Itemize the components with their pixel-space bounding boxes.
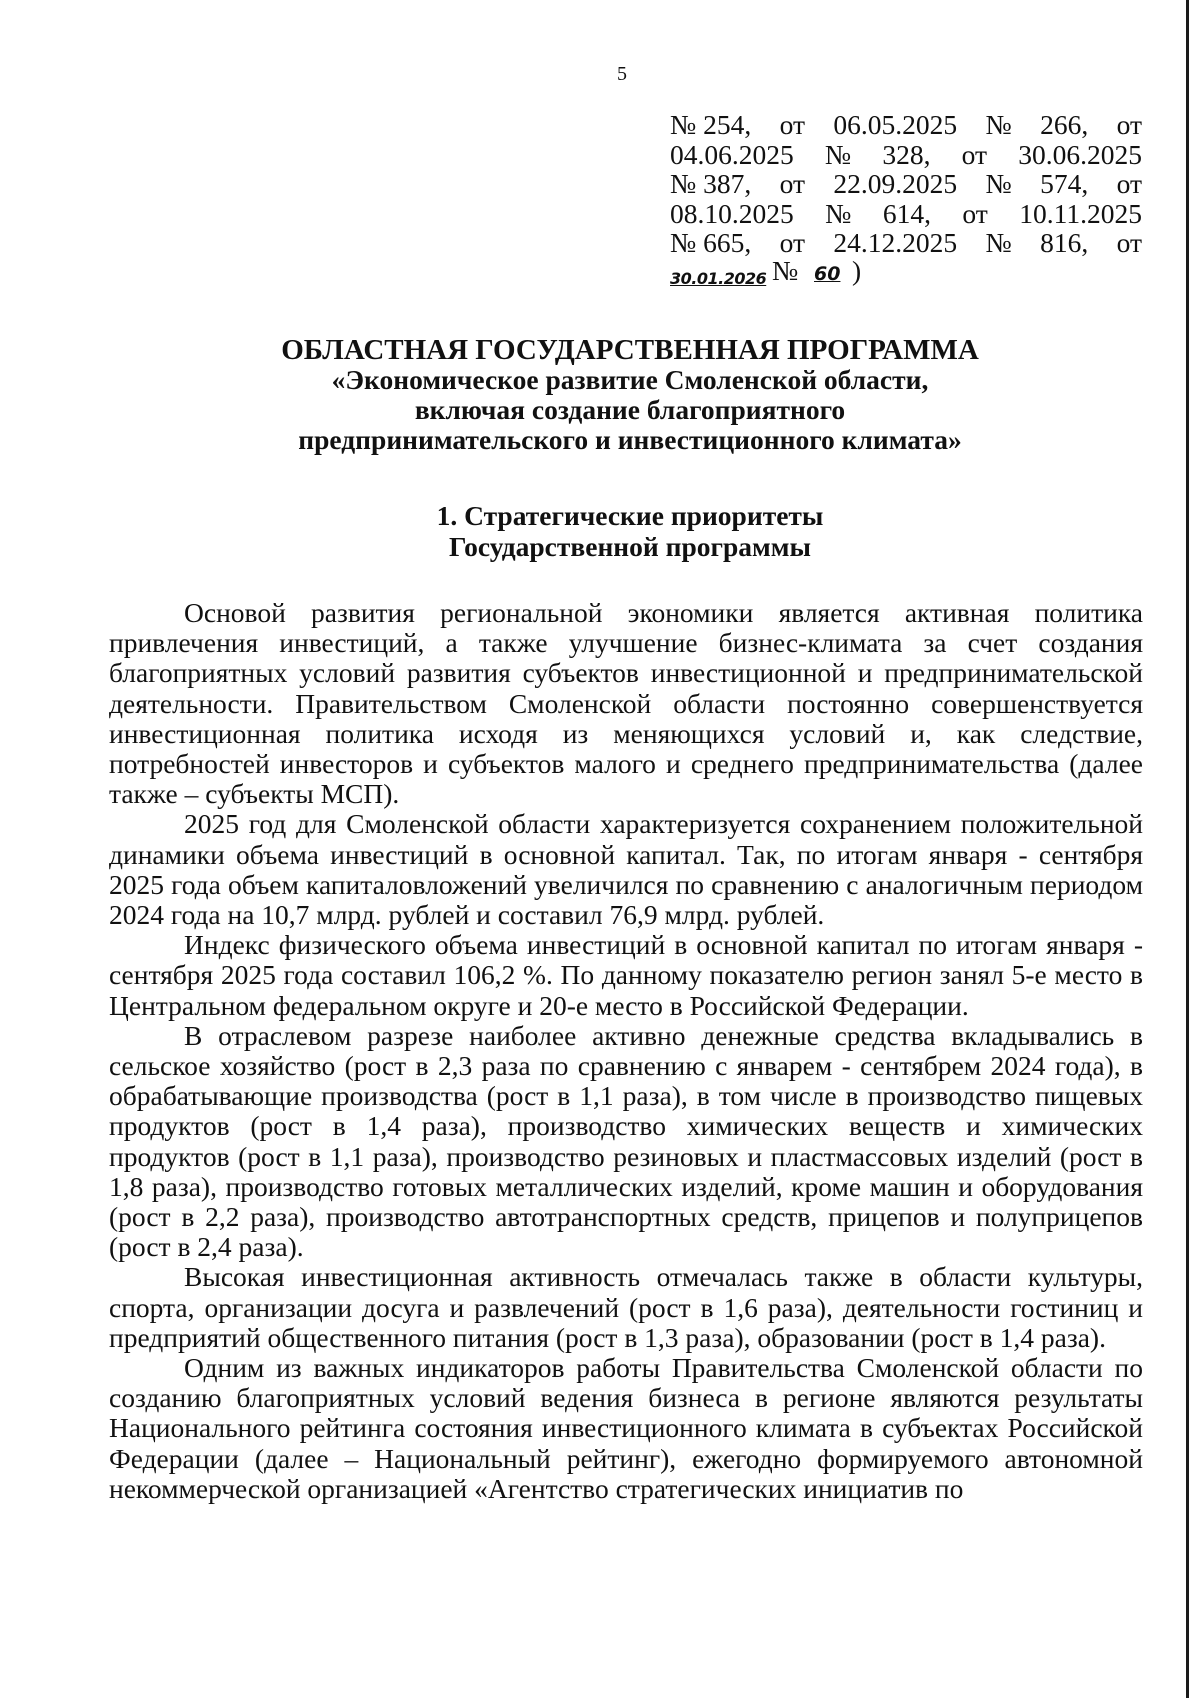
paragraph: Высокая инвестиционная активность отмечалась также в области культуры, спорта, организации досуга и развлечений (рост в 1,6 раза), деятельности гостиниц и предприятий общественного питания (рост в 1,3 раза), образовании (рост в 1,4 раза). [109,1261,1143,1353]
amendment-token: 266, [1040,109,1089,140]
paragraph: Основой развития региональной экономики является активная политика привлечения инвестиций, а также улучшение бизнес-климата за счет создания благоприятных условий развития субъектов инвестиционной и предпринимательской деятельности. Правительством Смоленской области постоянно совершенствуется инвестиционная политика исходя из меняющихся условий и, как следствие, потребностей инвесторов и субъектов малого и среднего предпринимательства (далее также – субъекты МСП). [109,597,1143,810]
handwritten-number: 60 [814,262,841,285]
amendment-token: № 254, [670,109,752,140]
paragraph: Индекс физического объема инвестиций в основной капитал по итогам января - сентября 2025 года составил 106,2 %. По данному показателю регион занял 5-е место в Центральном федеральном округе и 20-е место в Российской Федерации. [109,929,1143,1021]
amendment-token: 06.05.2025 [833,109,958,140]
program-title-line: «Экономическое развитие Смоленской области, [331,364,929,395]
amendment-token: 10.11.2025 [1019,197,1142,229]
amendment-token: от [962,197,988,229]
section-heading [110,501,1150,562]
amendment-line [670,199,1142,229]
amendment-token: от [1116,109,1142,140]
amendment-token: 614, [882,197,931,229]
amendment-handwritten-line [670,256,1142,288]
amendment-token: 574, [1040,168,1089,199]
amendment-line [670,228,1142,258]
program-title-line: ОБЛАСТНАЯ ГОСУДАРСТВЕННАЯ ПРОГРАММА [281,334,979,366]
amendment-token: 22.09.2025 [833,168,958,199]
amendment-token: от [779,168,806,199]
amendment-token: 328, [882,138,931,170]
amendment-token: № [824,138,852,170]
section-heading-line: Государственной программы [449,530,811,562]
program-title-line: включая создание благоприятного [414,394,846,425]
amendment-reference-block [670,110,1142,288]
section-heading-line: 1. Стратегические приоритеты [436,500,824,531]
amendment-token: № [985,168,1012,199]
amendment-token: № 665, [670,227,752,258]
body-text [109,598,1143,1504]
closing-parenthesis: ) [852,254,862,286]
amendment-token: от [1116,227,1142,258]
amendment-line [670,169,1142,199]
amendment-token: 30.06.2025 [1018,138,1142,170]
amendment-token: № [985,227,1012,258]
amendment-token: 816, [1040,227,1089,258]
page-number: 5 [617,63,627,85]
amendment-line [670,110,1142,140]
scan-edge-line [1186,0,1189,1698]
amendment-token: № [985,109,1012,140]
handwritten-date: 30.01.2026 [670,268,767,288]
amendment-line [670,140,1142,170]
amendment-token: от [1116,168,1142,199]
paragraph: 2025 год для Смоленской области характеризуется сохранением положительной динамики объема инвестиций в основной капитал. Так, по итогам января - сентября 2025 года объем капиталовложений увеличился по сравнению с аналогичным периодом 2024 года на 10,7 млрд. рублей и составил 76,9 млрд. рублей. [109,808,1143,931]
paragraph: Одним из важных индикаторов работы Правительства Смоленской области по созданию благоприятных условий ведения бизнеса в регионе являются результаты Национального рейтинга состояния инвестиционного климата в субъектах Российской Федерации (далее – Национальный рейтинг), ежегодно формируемого автономной некоммерческой организацией «Агентство стратегических инициатив по [109,1352,1143,1504]
program-title [110,335,1150,455]
amendment-token: 04.06.2025 [670,138,794,170]
amendment-token: от [779,227,806,258]
amendment-token: 08.10.2025 [670,197,794,229]
amendment-token: № 387, [670,168,752,199]
number-sign: № [772,254,799,286]
amendment-token: от [779,109,806,140]
amendment-token: 24.12.2025 [833,227,958,258]
amendment-token: от [961,138,988,170]
amendment-token: № [825,197,852,229]
paragraph: В отраслевом разрезе наиболее активно денежные средства вкладывались в сельское хозяйство (рост в 2,3 раза по сравнению с январем - сентябрем 2024 года), в обрабатывающие производства (рост в 1,1 раза), в том числе в производство пищевых продуктов (рост в 1,4 раза), производство химических веществ и химических продуктов (рост в 1,1 раза), производство резиновых и пластмассовых изделий (рост в 1,8 раза), производство готовых металлических изделий, кроме машин и оборудования (рост в 2,2 раза), производство автотранспортных средств, прицепов и полуприцепов (рост в 2,4 раза). [109,1019,1143,1263]
program-title-line: предпринимательского и инвестиционного климата» [298,424,962,455]
